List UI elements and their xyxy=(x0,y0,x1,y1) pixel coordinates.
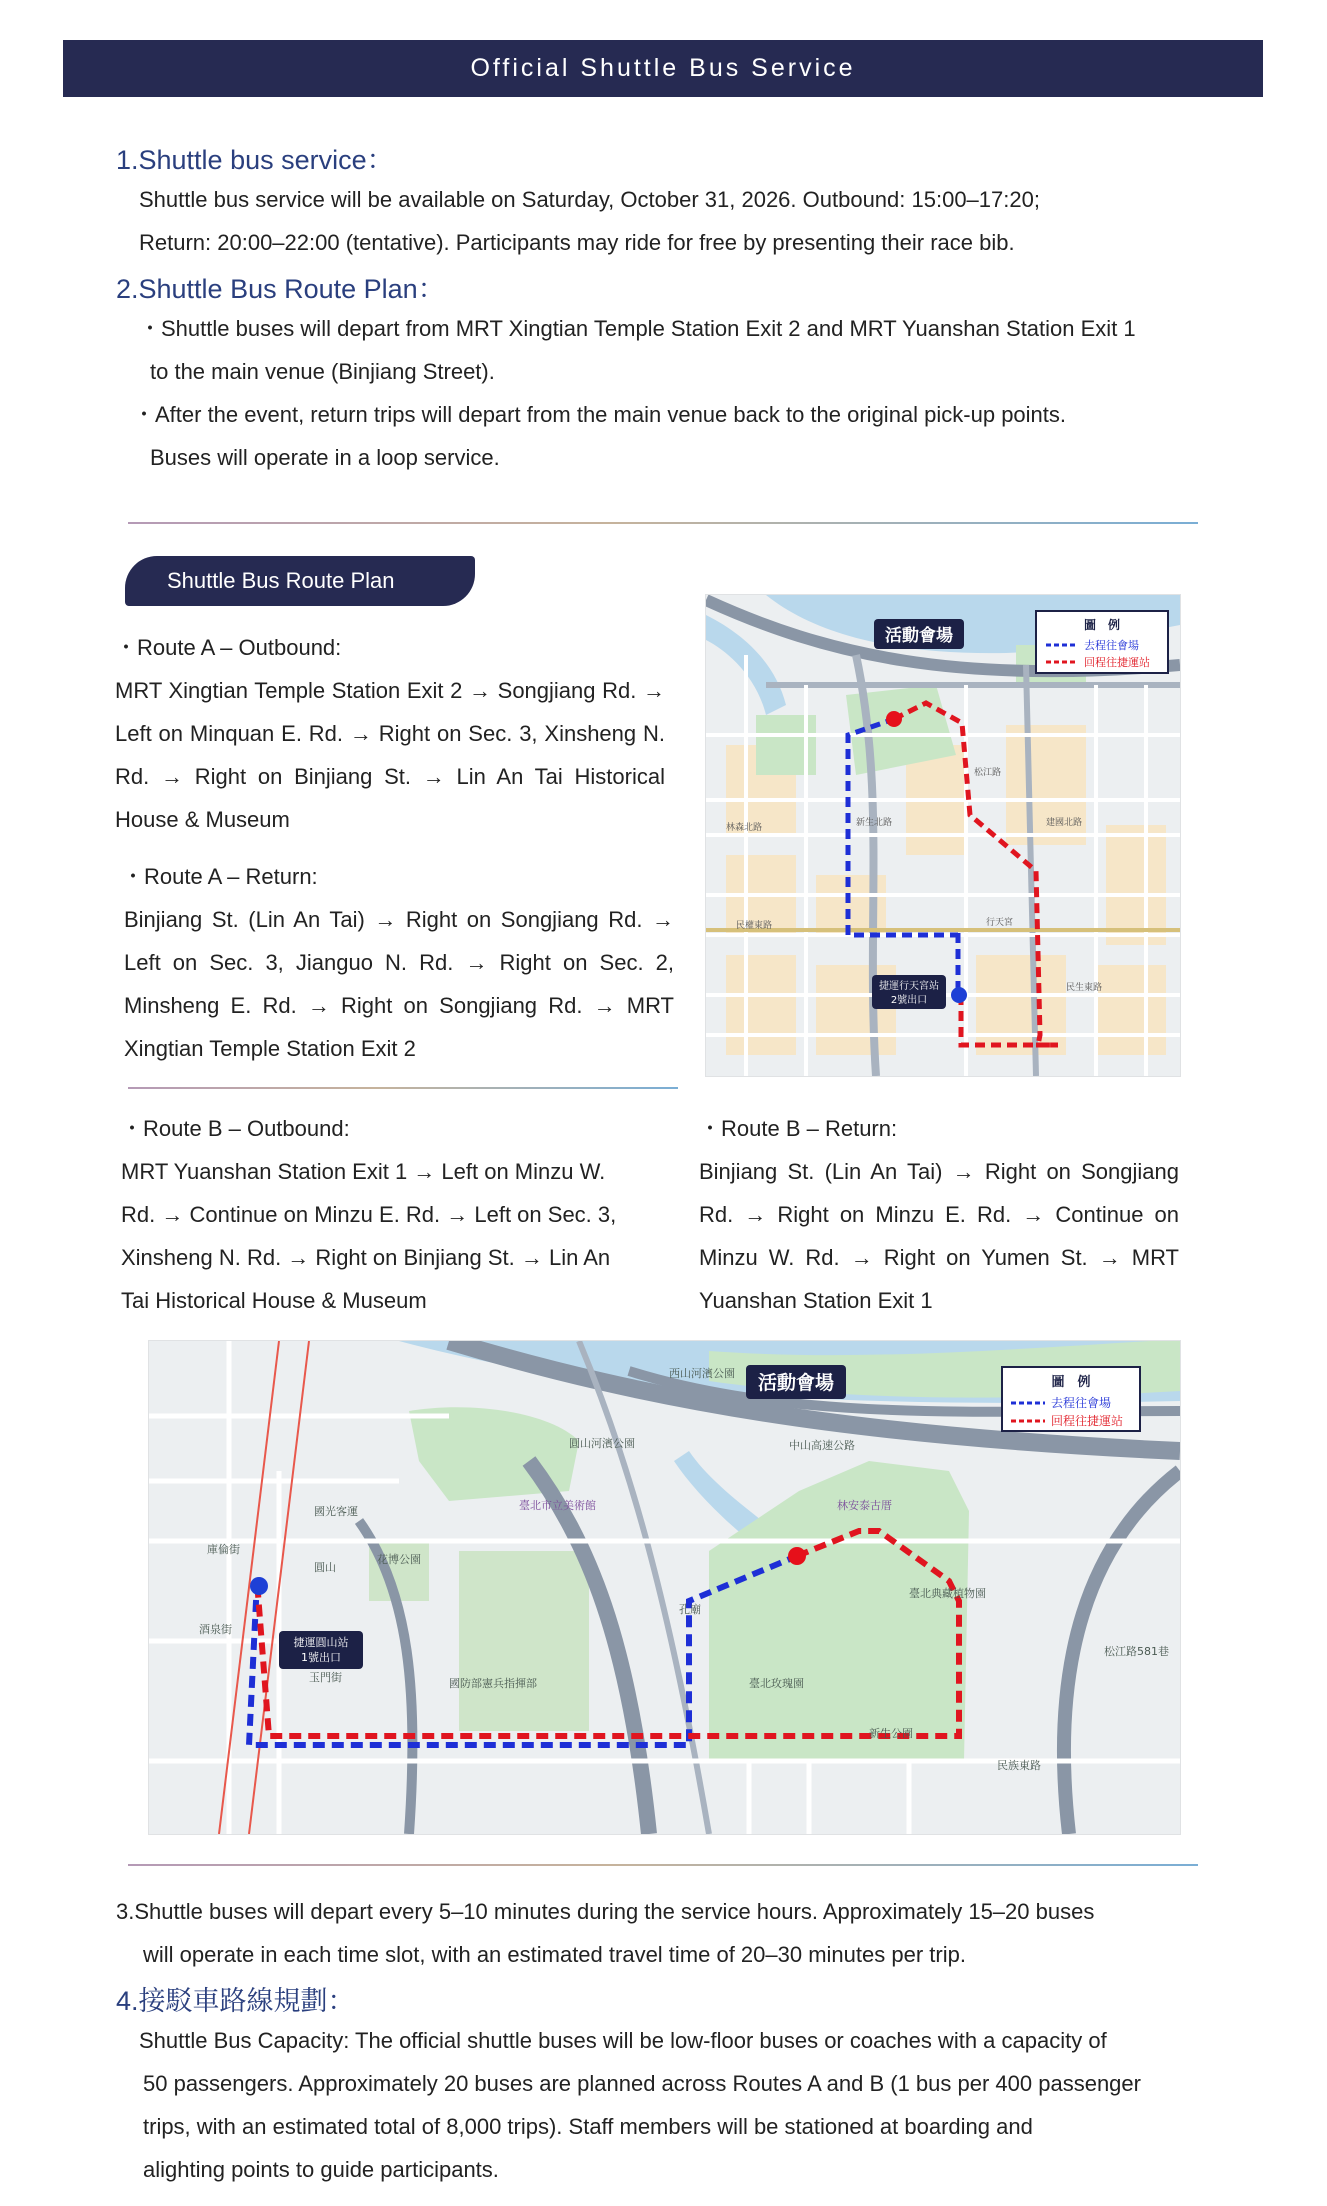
map-a-street-label: 行天宮 xyxy=(986,918,1014,928)
map-b-legend-title: 圖 例 xyxy=(1051,1375,1091,1390)
map-b-legend-ret: 回程往捷運站 xyxy=(1051,1414,1124,1428)
section-4-line: alighting points to guide participants. xyxy=(143,2157,499,2182)
map-b-place-label: 玉門街 xyxy=(309,1671,342,1684)
map-a-street-label: 民生東路 xyxy=(1066,983,1103,993)
map-b-station-exit: 1號出口 xyxy=(301,1651,341,1664)
page-banner: Official Shuttle Bus Service xyxy=(63,40,1263,97)
map-b-place-label: 民族東路 xyxy=(997,1759,1041,1772)
route-a-divider xyxy=(128,1087,678,1089)
section-3-line: 3.Shuttle buses will depart every 5–10 minutes during the service hours. Approximately 15–20 buses xyxy=(116,1899,1095,1924)
route-a-outbound-body: MRT Xingtian Temple Station Exit 2 → Songjiang Rd. → Left on Minquan E. Rd. → Right on Sec. 3, Xinsheng N. Rd. → Right on Binjiang St. → Lin An Tai Historical House & Museum xyxy=(115,678,665,832)
map-a-street-label: 林森北路 xyxy=(726,823,763,833)
map-b-place-label: 圓山河濱公園 xyxy=(569,1437,635,1450)
route-a-map xyxy=(705,594,1181,1077)
map-b-place-label: 新生公園 xyxy=(869,1727,913,1740)
section-2-title: 2.Shuttle Bus Route Plan： xyxy=(116,274,445,304)
map-b-venue-label: 活動會場 xyxy=(757,1372,835,1394)
map-a-station-exit: 2號出口 xyxy=(890,995,928,1006)
route-a-map-graphic xyxy=(706,595,1180,1076)
map-b-place-label: 臺北市立美術館 xyxy=(519,1499,596,1512)
section-4-line: Shuttle Bus Capacity: The official shuttle buses will be low-floor buses or coaches with a capacity of xyxy=(139,2028,1107,2053)
map-a-legend-out: 去程往會場 xyxy=(1084,639,1139,652)
map-b-place-label: 西山河濱公園 xyxy=(669,1367,735,1380)
map-a-station-label: 捷運行天宮站 xyxy=(879,981,939,992)
map-a-venue-label: 活動會場 xyxy=(885,626,953,646)
map-a-street-label: 建國北路 xyxy=(1046,818,1083,828)
map-b-place-label: 臺北玫瑰園 xyxy=(749,1677,804,1690)
map-b-legend-out: 去程往會場 xyxy=(1051,1396,1112,1410)
map-a-legend-ret: 回程往捷運站 xyxy=(1084,656,1150,669)
route-b-outbound-heading: ・Route B – Outbound: xyxy=(121,1116,350,1141)
section-1-title: 1.Shuttle bus service： xyxy=(116,145,394,175)
section-2-line: ・Shuttle buses will depart from MRT Xingtian Temple Station Exit 2 and MRT Yuanshan Station Exit 1 xyxy=(139,316,1136,341)
route-plan-label: Shuttle Bus Route Plan xyxy=(125,556,475,606)
map-b-place-label: 酒泉街 xyxy=(199,1623,232,1636)
map-a-street-label: 松江路 xyxy=(974,768,1002,778)
map-a-street-label: 新生北路 xyxy=(856,818,893,828)
map-b-place-label: 孔廟 xyxy=(679,1603,701,1616)
section-4-line: trips, with an estimated total of 8,000 trips). Staff members will be stationed at boarding and xyxy=(143,2114,1033,2139)
section-3-line: will operate in each time slot, with an estimated travel time of 20–30 minutes per trip. xyxy=(143,1942,966,1967)
section-divider xyxy=(128,522,1198,524)
route-b-outbound-body: MRT Yuanshan Station Exit 1 → Left on Minzu W. Rd. → Continue on Minzu E. Rd. → Left on Sec. 3, Xinsheng N. Rd. → Right on Binjiang St. → Lin An Tai Historical House & Museum xyxy=(121,1159,617,1313)
map-b-place-label: 圓山 xyxy=(314,1561,336,1574)
map-b-station-label: 捷運圓山站 xyxy=(293,1636,349,1649)
route-b-map-graphic xyxy=(149,1341,1180,1834)
section-2-line: to the main venue (Binjiang Street). xyxy=(150,359,495,384)
map-b-place-label: 中山高速公路 xyxy=(789,1439,855,1452)
route-b-map xyxy=(148,1340,1181,1835)
map-a-legend-title: 圖 例 xyxy=(1083,618,1121,632)
map-b-place-label: 國防部憲兵指揮部 xyxy=(449,1677,537,1690)
route-a-outbound-heading: ・Route A – Outbound: xyxy=(115,635,342,660)
map-b-place-label: 花博公園 xyxy=(377,1553,421,1566)
section-1-line: Return: 20:00–22:00 (tentative). Participants may ride for free by presenting their race bib. xyxy=(139,230,1015,255)
route-a-return-heading: ・Route A – Return: xyxy=(122,864,318,889)
route-a-return-body: Binjiang St. (Lin An Tai) → Right on Songjiang Rd. → Left on Sec. 3, Jianguo N. Rd. → Right on Sec. 2, Minsheng E. Rd. → Right on Songjiang Rd. → MRT Xingtian Temple Station Exit 2 xyxy=(124,907,674,1061)
section-2-line: Buses will operate in a loop service. xyxy=(150,445,500,470)
section-1-line: Shuttle bus service will be available on Saturday, October 31, 2026. Outbound: 15:00–17:20; xyxy=(139,187,1040,212)
section-2-line: ・After the event, return trips will depart from the main venue back to the original pick-up points. xyxy=(133,402,1067,427)
section-divider xyxy=(128,1864,1198,1866)
section-4-title: 4.接駁車路線規劃： xyxy=(116,1986,355,2016)
map-b-place-label: 國光客運 xyxy=(314,1505,358,1518)
map-b-place-label: 林安泰古厝 xyxy=(837,1499,892,1512)
map-a-street-label: 民權東路 xyxy=(736,921,773,931)
map-b-place-label: 松江路581巷 xyxy=(1104,1645,1169,1658)
route-b-return-body: Binjiang St. (Lin An Tai) → Right on Songjiang Rd. → Right on Minzu E. Rd. → Continue on Minzu W. Rd. → Right on Yumen St. → MRT Yuanshan Station Exit 1 xyxy=(699,1159,1179,1313)
map-b-place-label: 臺北典藏植物園 xyxy=(909,1587,986,1600)
route-b-return-heading: ・Route B – Return: xyxy=(699,1116,898,1141)
map-b-place-label: 庫倫街 xyxy=(207,1543,240,1556)
section-4-line: 50 passengers. Approximately 20 buses are planned across Routes A and B (1 bus per 400 passenger xyxy=(143,2071,1141,2096)
